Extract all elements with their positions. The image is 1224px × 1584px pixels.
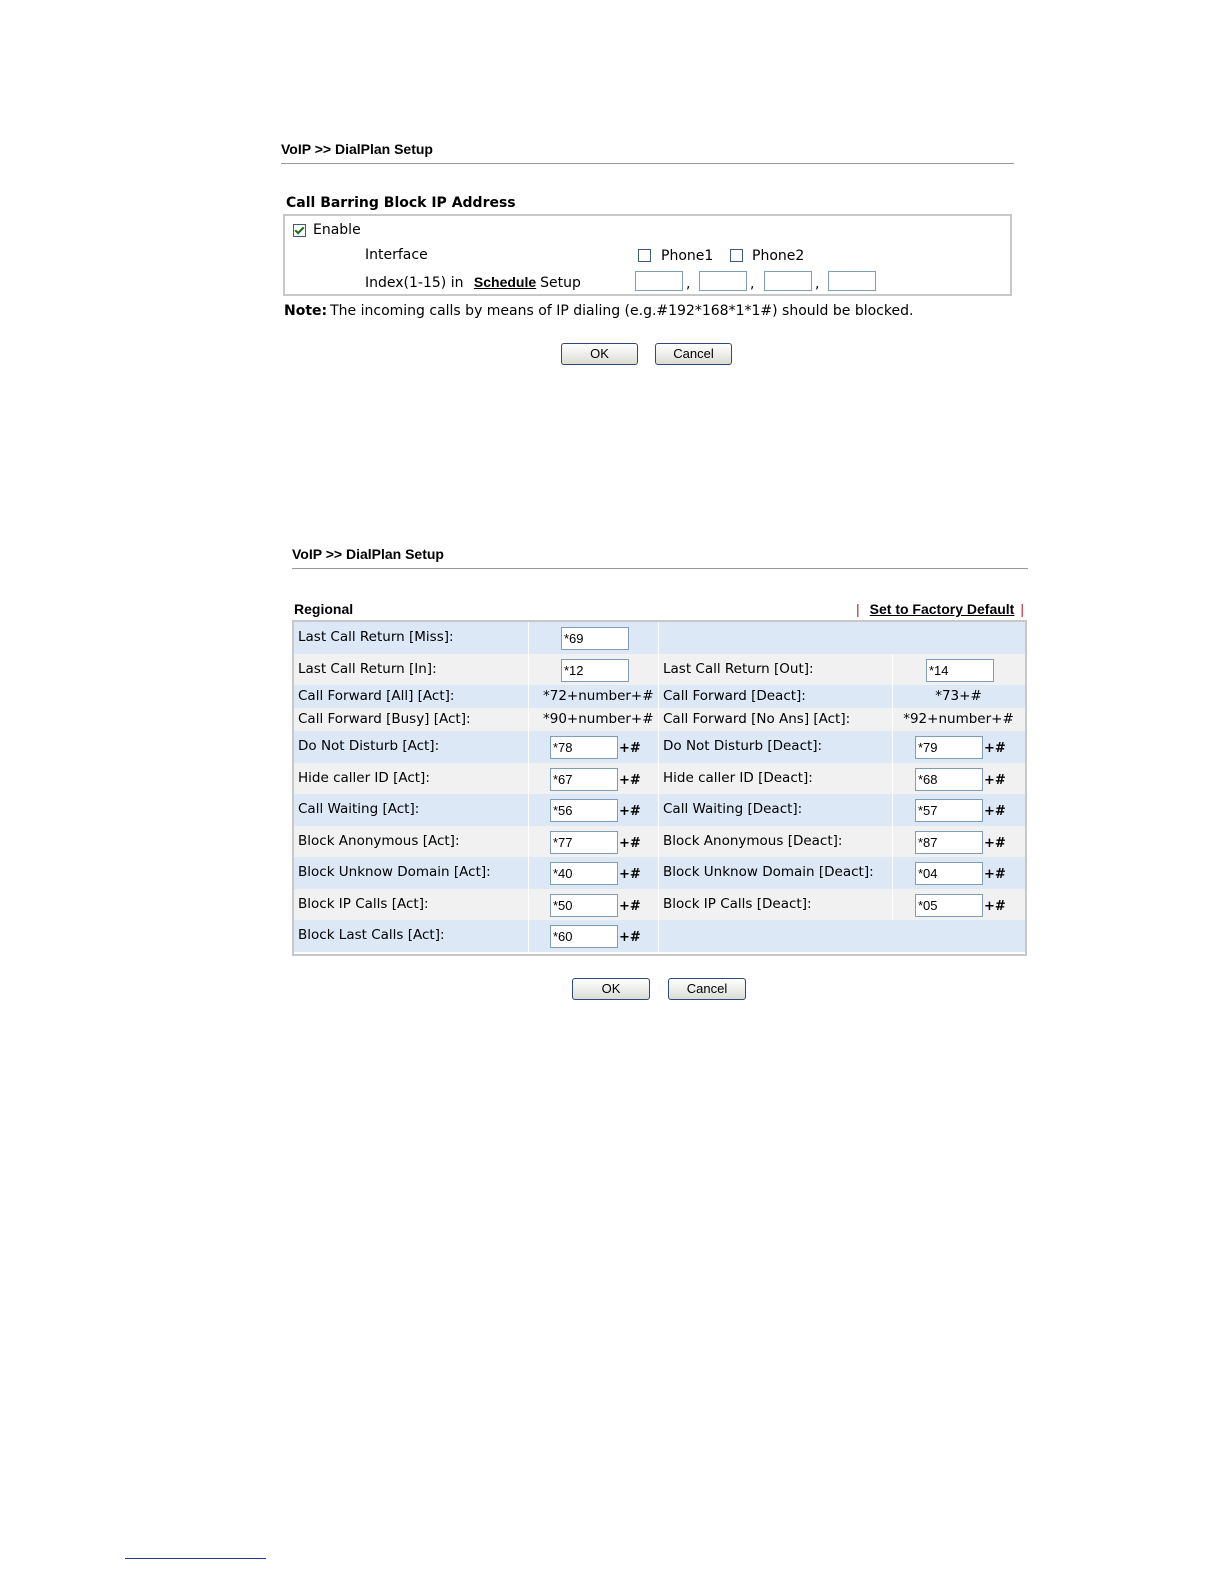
left-code-input[interactable]: *60 [550,925,618,948]
table-row [294,889,1025,920]
note-text: The incoming calls by means of IP dialing (e.g.#192*168*1*1#) should be blocked. [330,303,914,319]
enable-label: Enable [313,222,361,238]
cancel-button[interactable]: Cancel [668,978,746,1000]
left-label: Last Call Return [In]: [298,661,437,677]
left-code-input[interactable]: *40 [550,862,618,885]
suffix-label: +# [619,741,641,756]
left-label: Block Anonymous [Act]: [298,833,460,849]
right-code-input[interactable]: *57 [915,799,983,822]
left-label: Call Waiting [Act]: [298,801,420,817]
column-divider [528,708,529,731]
column-divider [658,685,659,708]
section-title: Regional [294,601,354,617]
column-divider [658,889,659,920]
column-divider [658,857,659,889]
left-label: Block IP Calls [Act]: [298,896,429,912]
right-label: Do Not Disturb [Deact]: [663,738,823,754]
breadcrumb: VoIP >> DialPlan Setup [292,546,1028,569]
section-title: Call Barring Block IP Address [286,195,516,211]
phone2-checkbox[interactable] [730,249,743,262]
column-divider [658,731,659,763]
suffix-label: +# [619,836,641,851]
left-code-input[interactable]: *77 [550,831,618,854]
right-code-input[interactable]: *79 [915,736,983,759]
separator: , [815,276,820,292]
right-code-input[interactable]: *87 [915,831,983,854]
column-divider [892,763,893,794]
column-divider [658,794,659,826]
column-divider [658,920,659,952]
column-divider [658,622,659,654]
schedule-index-input-3[interactable] [764,271,812,291]
phone1-checkbox[interactable] [638,249,651,262]
table-row [294,920,1025,952]
table-row [294,857,1025,889]
table-row [294,654,1025,685]
enable-checkbox[interactable] [293,224,306,237]
left-code-input[interactable]: *12 [561,659,629,682]
ok-button[interactable]: OK [572,978,650,1000]
schedule-index-input-2[interactable] [699,271,747,291]
column-divider [528,920,529,952]
table-row [294,708,1025,731]
left-code-input[interactable]: *67 [550,768,618,791]
left-code-text: *90+number+# [543,711,654,727]
breadcrumb: VoIP >> DialPlan Setup [281,141,1014,164]
suffix-label: +# [984,836,1006,851]
column-divider [892,826,893,857]
pipe-separator: | [1020,601,1024,617]
schedule-index-input-4[interactable] [828,271,876,291]
left-label: Block Unknow Domain [Act]: [298,864,491,880]
right-label: Block IP Calls [Deact]: [663,896,812,912]
left-label: Call Forward [Busy] [Act]: [298,711,471,727]
set-to-factory-default-link[interactable]: Set to Factory Default [869,601,1015,617]
column-divider [528,826,529,857]
suffix-label: +# [619,773,641,788]
schedule-index-input-1[interactable] [635,271,683,291]
index-label [365,274,581,291]
phone1-label: Phone1 [661,248,714,264]
right-code-input[interactable]: *14 [926,659,994,682]
index-prefix: Index(1-15) in [365,275,464,291]
right-label: Last Call Return [Out]: [663,661,814,677]
column-divider [892,857,893,889]
right-label: Call Waiting [Deact]: [663,801,803,817]
suffix-label: +# [984,773,1006,788]
left-label: Last Call Return [Miss]: [298,629,454,645]
regional-table [292,620,1027,956]
right-label: Block Anonymous [Deact]: [663,833,843,849]
pipe-separator: | [856,601,860,617]
right-label: Call Forward [Deact]: [663,688,806,704]
regional-panel [292,546,1028,1006]
column-divider [892,654,893,685]
right-label: Block Unknow Domain [Deact]: [663,864,874,880]
left-code-input[interactable]: *69 [561,627,629,650]
right-label: Hide caller ID [Deact]: [663,770,813,786]
column-divider [892,889,893,920]
suffix-label: +# [619,930,641,945]
column-divider [528,857,529,889]
column-divider [528,685,529,708]
table-row [294,794,1025,826]
right-label: Call Forward [No Ans] [Act]: [663,711,851,727]
note-label: Note: [284,303,328,319]
column-divider [528,889,529,920]
column-divider [892,794,893,826]
suffix-label: +# [619,804,641,819]
column-divider [528,763,529,794]
phone2-label: Phone2 [752,248,805,264]
right-code-text: *92+number+# [903,711,1014,727]
suffix-label: +# [984,804,1006,819]
left-code-text: *72+number+# [543,688,654,704]
right-code-text: *73+# [935,688,982,704]
call-barring-panel [281,141,1014,371]
column-divider [658,826,659,857]
column-divider [658,708,659,731]
separator: , [686,276,691,292]
index-suffix: Setup [540,275,581,291]
table-row [294,826,1025,857]
footnote-rule [125,1558,266,1559]
table-row [294,685,1025,708]
column-divider [658,763,659,794]
column-divider [528,794,529,826]
suffix-label: +# [619,899,641,914]
left-label: Block Last Calls [Act]: [298,927,445,943]
column-divider [658,654,659,685]
left-code-input[interactable]: *50 [550,894,618,917]
table-row [294,731,1025,763]
cancel-button[interactable]: Cancel [655,343,732,365]
right-code-input[interactable]: *04 [915,862,983,885]
suffix-label: +# [984,899,1006,914]
ok-button[interactable]: OK [561,343,638,365]
left-label: Do Not Disturb [Act]: [298,738,440,754]
left-label: Call Forward [All] [Act]: [298,688,455,704]
column-divider [528,654,529,685]
factory-default-area [856,601,1024,617]
note [284,303,913,319]
right-code-input[interactable]: *05 [915,894,983,917]
schedule-link[interactable]: Schedule [473,274,537,290]
left-label: Hide caller ID [Act]: [298,770,430,786]
call-barring-box [283,214,1012,296]
table-row [294,622,1025,654]
suffix-label: +# [619,867,641,882]
left-code-input[interactable]: *78 [550,736,618,759]
left-code-input[interactable]: *56 [550,799,618,822]
right-code-input[interactable]: *68 [915,768,983,791]
separator: , [750,276,755,292]
column-divider [528,622,529,654]
column-divider [528,731,529,763]
suffix-label: +# [984,867,1006,882]
column-divider [892,731,893,763]
suffix-label: +# [984,741,1006,756]
interface-label: Interface [365,247,428,263]
table-row [294,763,1025,794]
